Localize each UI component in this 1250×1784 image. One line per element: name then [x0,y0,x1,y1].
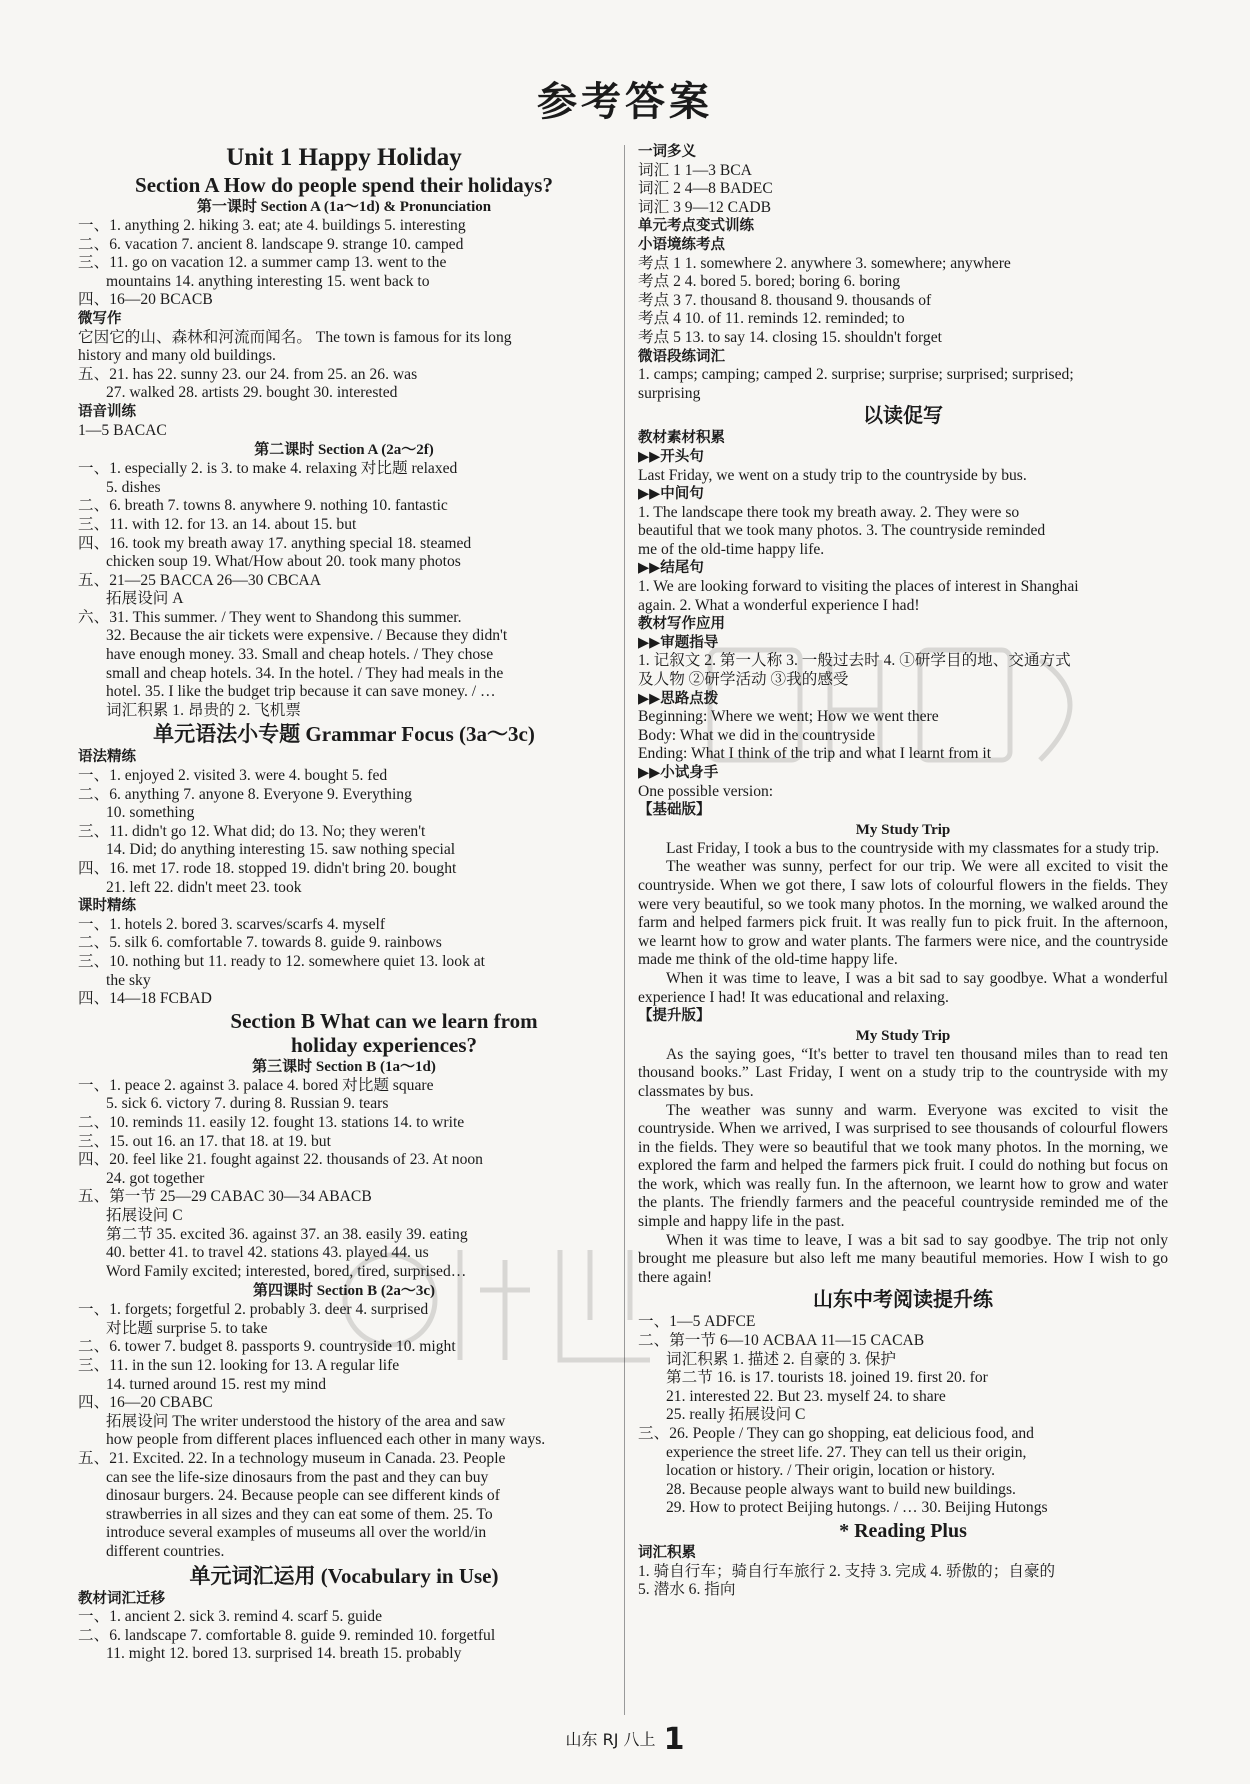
answer-line: Word Family excited; interested, bored, tired, surprised… [106,1262,467,1280]
answer-line: location or history. / Their origin, location or history. [666,1462,995,1480]
answer-line: 1. We are looking forward to visiting the places of interest in Shanghai [638,578,1079,596]
answer-line: 14. Did; do anything interesting 15. saw nothing special [106,841,456,859]
footer-label: 山东 RJ 八上 [565,1730,656,1749]
answer-line: 五、21. Excited. 22. In a technology museum in Canada. 23. People [78,1450,506,1468]
section-heading: 第四课时 Section B (2a～3c) [252,1283,436,1300]
answer-line: 1. The landscape there took my breath away. 2. They were so [638,503,1020,521]
section-heading: Unit 1 Happy Holiday [226,144,462,171]
section-heading: 以读促写 [863,405,943,428]
answer-line: 四、16—20 BCACB [78,291,213,309]
answer-line: mountains 14. anything interesting 15. went back to [106,272,430,290]
answer-line: 40. better 41. to travel 42. stations 43. played 44. us [106,1244,429,1262]
answer-line: 词汇积累 1. 昂贵的 2. 飞机票 [106,701,301,719]
answer-line: 32. Because the air tickets were expensive. / Because they didn't [106,627,508,645]
answer-line: 第二节 35. excited 36. against 37. an 38. easily 39. eating [106,1225,468,1243]
answer-line: 1. 骑自行车；骑自行车旅行 2. 支持 3. 完成 4. 骄傲的；自豪的 [638,1562,1056,1580]
answer-line: 一、1. forgets; forgetful 2. probably 3. deer 4. surprised [78,1301,429,1319]
answer-line: Ending: What I think of the trip and what I learnt from it [638,745,992,763]
subsection-label: 教材素材积累 [638,430,725,447]
answer-line: 1. camps; camping; camped 2. surprise; surprise; surprised; surprised; [638,366,1074,384]
answer-line: 5. sick 6. victory 7. during 8. Russian 9. tears [106,1095,389,1113]
answer-line: 三、11. in the sun 12. looking for 13. A regular life [78,1357,400,1375]
answer-line: 五、21—25 BACCA 26—30 CBCAA [78,571,322,589]
answer-line: 它因它的山、森林和河流而闻名。 The town is famous for its long [78,328,512,346]
answer-line: 四、16—20 CBABC [78,1394,213,1412]
answer-line: 一、1. hotels 2. bored 3. scarves/scarfs 4. myself [78,915,386,933]
answer-line: 11. might 12. bored 13. surprised 14. breath 15. probably [106,1645,462,1663]
answer-line: 四、14—18 FCBAD [78,990,212,1008]
answer-line: history and many old buildings. [78,347,276,365]
column-divider [624,145,625,1715]
section-heading: 第一课时 Section A (1a～1d) & Pronunciation [196,199,492,215]
answer-line: 四、20. feel like 21. fought against 22. thousands of 23. At noon [78,1151,483,1169]
subsection-label: 微语段练词汇 [638,348,725,365]
answer-line: 第二节 16. is 17. tourists 18. joined 19. first 20. for [666,1369,988,1387]
answer-line: 二、6. anything 7. anyone 8. Everyone 9. Everything [78,785,412,803]
answer-line: 27. walked 28. artists 29. bought 30. interested [106,384,398,402]
section-heading: 第三课时 Section B (1a～1d) [252,1058,436,1075]
answer-line: 28. Because people always want to build new buildings. [666,1480,1016,1498]
answer-line: have enough money. 33. Small and cheap hotels. / They chose [106,646,494,664]
answer-line: 一、1. enjoyed 2. visited 3. were 4. bought 5. fed [78,767,388,785]
answer-line: 三、15. out 16. an 17. that 18. at 19. but [78,1132,331,1150]
answer-line: 14. turned around 15. rest my mind [106,1375,327,1393]
answer-line: how people from different places influenced each other in many ways. [106,1431,546,1449]
answer-line: 三、26. People / They can go shopping, eat delicious food, and [638,1425,1034,1442]
subsection-label: ▶▶开头句 [638,448,704,465]
answer-line: chicken soup 19. What/How about 20. took many photos [106,553,461,571]
subsection-label: ▶▶小试身手 [638,765,719,781]
answer-line: 一、1. especially 2. is 3. to make 4. relaxing 对比题 relaxed [78,460,458,478]
subsection-label: 小语境练考点 [638,236,725,253]
answer-line: 5. dishes [106,478,161,496]
answer-line: 25. really 拓展设问 C [666,1406,806,1424]
subsection-label: 一词多义 [638,144,696,160]
answer-line: surprising [638,384,701,402]
answer-line: 四、16. met 17. rode 18. stopped 19. didn't bring 20. bought [78,860,457,877]
subsection-label: 教材词汇迁移 [78,1590,165,1607]
essay-title: My Study Trip [855,821,951,838]
answer-line: Beginning: Where we went; How we went there [638,708,939,726]
essay-paragraph: When it was time to leave, I was a bit sad to say goodbye. What a wonderful experience I had! It was educational and relaxing. [638,969,1168,1006]
answer-line: 一、1—5 ADFCE [638,1313,756,1331]
page-footer [0,1722,1250,1757]
answer-line: 三、10. nothing but 11. ready to 12. somewhere quiet 13. look at [78,952,485,970]
answer-line: 一、1. anything 2. hiking 3. eat; ate 4. buildings 5. interesting [78,217,466,234]
answer-line: 二、6. landscape 7. comfortable 8. guide 9. reminded 10. forgetful [78,1626,496,1644]
answer-line: Body: What we did in the countryside [638,726,876,744]
answer-line: 二、第一节 6—10 ACBAA 11—15 CACAB [638,1332,925,1350]
answer-line: 10. something [106,804,195,822]
answer-line: the sky [106,971,151,989]
subsection-label: 语音训练 [78,403,136,420]
subsection-label: 单元考点变式训练 [638,218,754,235]
answer-line: 29. How to protect Beijing hutongs. / … 30. Beijing Hutongs [666,1499,1048,1517]
answer-line: hotel. 35. I like the budget trip because it can save money. / … [106,683,496,701]
answer-line: 词汇 2 4—8 BADEC [638,180,773,198]
answer-line: 拓展设问 C [106,1206,183,1224]
answer-line: 一、1. peace 2. against 3. palace 4. bored 对比题 square [78,1076,434,1094]
answer-line: can see the life-size dinosaurs from the past and they can buy [106,1468,489,1486]
answer-line: 三、11. go on vacation 12. a summer camp 13. went to the [78,254,447,272]
subsection-label: ▶▶审题指导 [638,634,719,651]
essay-title: My Study Trip [855,1027,951,1044]
page-number: 1 [663,1722,685,1757]
subsection-label: 教材写作应用 [638,616,725,633]
answer-line: introduce several examples of museums all over the world/in [106,1524,487,1542]
answer-line: 二、6. breath 7. towns 8. anywhere 9. nothing 10. fantastic [78,497,448,515]
section-heading: 单元语法小专题 Grammar Focus (3a～3c) [153,722,535,747]
left-column [78,143,610,1664]
answer-line: 拓展设问 A [106,590,184,608]
answer-line: 考点 4 10. of 11. reminds 12. reminded; to [638,310,905,328]
subsection-label: ▶▶中间句 [638,486,704,503]
answer-line: 24. got together [106,1169,205,1187]
answer-line: again. 2. What a wonderful experience I had! [638,596,920,614]
answer-line: 二、10. reminds 11. easily 12. fought 13. stations 14. to write [78,1113,465,1131]
subsection-label: 语法精练 [78,749,136,766]
answer-line: 考点 1 1. somewhere 2. anywhere 3. somewhere; anywhere [638,254,1011,272]
answer-line: 词汇 3 9—12 CADB [638,198,771,216]
answer-line: 三、11. with 12. for 13. an 14. about 15. but [78,515,357,533]
answer-line: 5. 潜水 6. 指向 [638,1581,736,1599]
answer-line: 拓展设问 The writer understood the history of the area and saw [106,1412,506,1430]
answer-line: 1. 记叙文 2. 第一人称 3. 一般过去时 4. ①研学目的地、交通方式 [638,652,1071,670]
essay-paragraph: Last Friday, I took a bus to the countryside with my classmates for a study trip. [666,839,1160,857]
answer-line: 四、16. took my breath away 17. anything special 18. steamed [78,534,472,552]
answer-line: 三、11. didn't go 12. What did; do 13. No; they weren't [78,822,426,840]
answer-line: 二、6. vacation 7. ancient 8. landscape 9. strange 10. camped [78,235,464,253]
answer-line: 五、21. has 22. sunny 23. our 24. from 25. an 26. was [78,365,418,383]
section-heading: 山东中考阅读提升练 [813,1289,993,1312]
essay-paragraph: When it was time to leave, I was a bit sad to say goodbye. The trip not only brought me pleasure but also left me many beautiful memories. How I wish to go there again! [638,1231,1168,1286]
answer-line: 五、第一节 25—29 CABAC 30—34 ABACB [78,1188,372,1206]
subsection-label: 微写作 [78,310,122,327]
section-heading: Section A How do people spend their holidays? [135,173,553,197]
answer-line: 1—5 BACAC [78,421,167,439]
section-heading: Section B What can we learn from [230,1008,538,1033]
answer-line: 词汇 1 1—3 BCA [638,161,752,179]
answer-line: 考点 2 4. bored 5. bored; boring 6. boring [638,273,901,291]
answer-line: strawberries in all sizes and they can eat some of them. 25. To [106,1505,493,1523]
answer-line: 对比题 surprise 5. to take [106,1319,268,1337]
answer-line: 词汇积累 1. 描述 2. 自豪的 3. 保护 [666,1350,897,1368]
essay-paragraph: As the saying goes, “It's better to travel ten thousand miles than to read ten thousand books.” Last Friday, I went on a study trip to the countryside with my classmates by bus. [638,1045,1168,1100]
answer-line: beautiful that we took many photos. 3. The countryside reminded [638,522,1046,540]
section-heading: holiday experiences? [290,1032,478,1057]
answer-line: experience the street life. 27. They can tell us their origin, [666,1443,1027,1461]
answer-line: 考点 5 13. to say 14. closing 15. shouldn't forget [638,328,942,346]
answer-line: 一、1. ancient 2. sick 3. remind 4. scarf 5. guide [78,1608,383,1626]
subsection-label: ▶▶结尾句 [638,560,704,577]
answer-line: me of the old-time happy life. [638,540,825,558]
answer-line: 21. interested 22. But 23. myself 24. to share [666,1387,946,1405]
answer-line: 21. left 22. didn't meet 23. took [106,878,302,896]
subsection-label: 课时精练 [78,898,136,915]
answer-line: different countries. [106,1543,225,1560]
subsection-label: 词汇积累 [638,1544,696,1561]
essay-paragraph: The weather was sunny, perfect for our trip. We were all excited to visit the countryside. When we got there, I saw lots of colourful flowers in the fields. They were very beautiful, so we took many photos. In the morning, we walked around the farm and helped farmers pick fruit. It was really fun to pick fruit. In the afternoon, we learnt how to grow and water plants. The farmers were nice, and the countryside made me think of the old-time happy life. [638,858,1168,969]
answer-line: 六、31. This summer. / They went to Shandong this summer. [78,608,462,626]
answer-line: small and cheap hotels. 34. In the hotel. / They had meals in the [106,664,504,682]
section-heading: 单元词汇运用 (Vocabulary in Use) [189,1563,499,1588]
answer-line: 二、6. tower 7. budget 8. passports 9. countryside 10. might [78,1338,456,1356]
subsection-label: ▶▶思路点拨 [638,690,719,707]
right-column [638,143,1168,1600]
essay-paragraph: The weather was sunny and warm. Everyone was excited to visit the countryside. When we arrived, I was surprised to see thousands of colourful flowers in the fields. They were so beautiful that we took many photos. In the morning, we explored the farm and helped the farmers pick fruit. I could do nothing but focus on the work, which was really fun. In the afternoon, we learnt how to grow and water the plants. The friendly farmers and the peaceful countryside reminded me of the simple and happy life in the past. [638,1101,1168,1231]
answer-line: Last Friday, we went on a study trip to the countryside by bus. [638,466,1027,484]
answer-line: dinosaur burgers. 24. Because people can see different kinds of [106,1487,500,1505]
answer-line: 及人物 ②研学活动 ③我的感受 [638,671,849,689]
answer-line: One possible version: [638,782,774,800]
subsection-label: 【提升版】 [638,1008,711,1025]
subsection-label: 【基础版】 [638,802,711,819]
section-heading: 第二课时 Section A (2a～2f) [254,442,434,459]
answer-line: 二、5. silk 6. comfortable 7. towards 8. guide 9. rainbows [78,934,442,952]
answer-line: 考点 3 7. thousand 8. thousand 9. thousands of [638,291,932,309]
page-title: 参考答案 [537,79,713,125]
section-heading: * Reading Plus [839,1519,967,1542]
